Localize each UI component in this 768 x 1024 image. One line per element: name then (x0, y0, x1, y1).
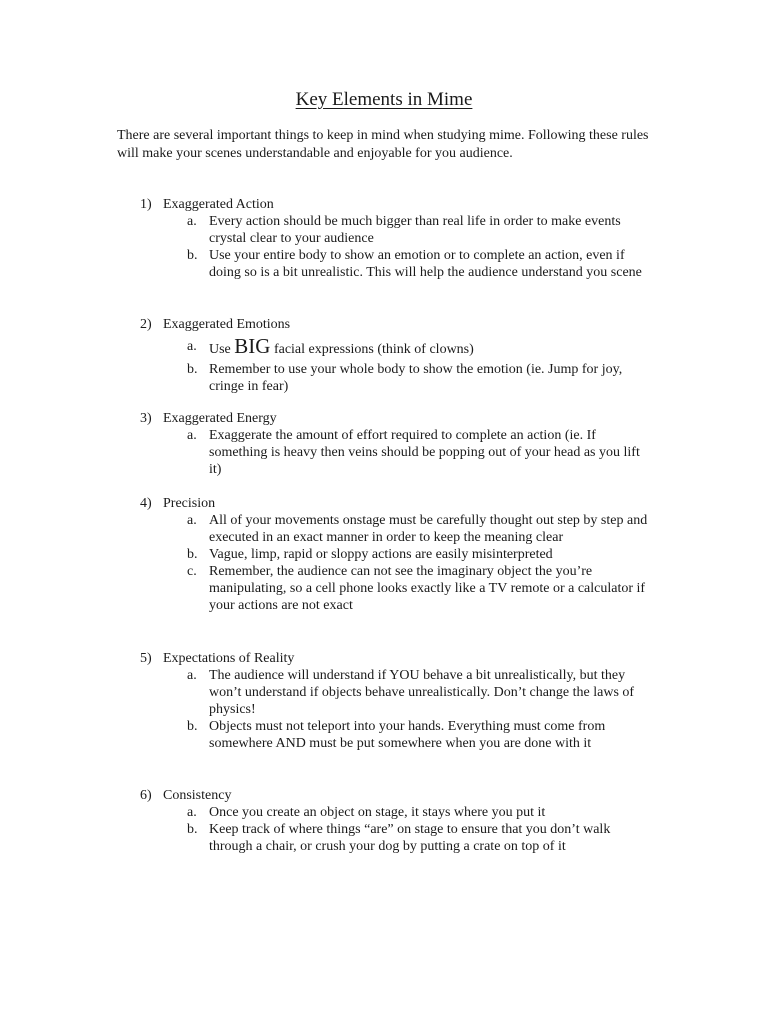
section-heading-text: Precision (163, 496, 216, 511)
intro-paragraph: There are several important things to keep in mind when studying mime. Following these rules will make your scenes understandable and enjoyable for you audience. (117, 128, 649, 161)
section-heading (117, 410, 677, 427)
item-text: Remember to use your whole body to show the emotion (ie. Jump for joy, cringe in fear) (209, 362, 623, 394)
list-item (117, 512, 655, 546)
item-letter: a. (187, 513, 197, 528)
section-expectations-of-reality (117, 650, 677, 752)
item-letter: a. (187, 214, 197, 229)
item-text: Exaggerate the amount of effort required to complete an action (ie. If something is heavy then veins should be popping out of your head as you lift it) (209, 428, 640, 477)
item-text-post: facial expressions (think of clowns) (270, 342, 474, 357)
list-item (117, 213, 655, 247)
section-heading (117, 316, 677, 333)
list-item (117, 804, 655, 821)
section-heading-text: Expectations of Reality (163, 651, 295, 666)
item-text: Vague, limp, rapid or sloppy actions are easily misinterpreted (209, 547, 553, 562)
section-heading-text: Exaggerated Action (163, 197, 274, 212)
item-text: Objects must not teleport into your hands. Everything must come from somewhere AND must be put somewhere when you are done with it (209, 719, 606, 751)
list-item (117, 334, 655, 358)
item-text: All of your movements onstage must be carefully thought out step by step and executed in an exact manner in order to keep the meaning clear (209, 513, 648, 545)
item-text: The audience will understand if YOU behave a bit unrealistically, but they won’t understand if objects behave unrealistically. Don’t change the laws of physics! (209, 668, 635, 717)
item-letter: a. (187, 668, 197, 683)
section-heading (117, 495, 677, 512)
item-letter: b. (187, 822, 198, 837)
section-heading-text: Exaggerated Energy (163, 411, 277, 426)
item-letter: b. (187, 248, 198, 263)
page-title: Key Elements in Mime (295, 89, 473, 110)
item-letter: a. (187, 428, 197, 443)
list-item (117, 546, 655, 563)
section-heading (117, 787, 677, 804)
section-heading-text: Exaggerated Emotions (163, 317, 291, 332)
section-exaggerated-action (117, 196, 677, 281)
item-letter: b. (187, 547, 198, 562)
item-letter: b. (187, 362, 198, 377)
item-letter: a. (187, 339, 197, 354)
item-text: Remember, the audience can not see the imaginary object the you’re manipulating, so a cell phone looks exactly like a TV remote or a calculator if your actions are not exact (209, 564, 646, 613)
section-number: 6) (140, 788, 152, 803)
item-text: Once you create an object on stage, it stays where you put it (209, 805, 546, 820)
item-text-big: BIG (234, 334, 271, 358)
section-exaggerated-emotions (117, 316, 677, 395)
item-text: Use your entire body to show an emotion or to complete an action, even if doing so is a bit unrealistic. This will help the audience understand you scene (209, 248, 642, 280)
section-number: 1) (140, 197, 152, 212)
list-item (117, 247, 655, 281)
section-exaggerated-energy (117, 410, 677, 478)
item-text: Every action should be much bigger than real life in order to make events crystal clear to your audience (209, 214, 621, 246)
section-heading (117, 196, 677, 213)
section-heading (117, 650, 677, 667)
section-number: 5) (140, 651, 152, 666)
list-item (117, 361, 655, 395)
list-item (117, 563, 655, 614)
section-precision (117, 495, 677, 614)
list-item (117, 718, 655, 752)
item-letter: b. (187, 719, 198, 734)
list-item (117, 427, 655, 478)
list-item (117, 667, 655, 718)
item-letter: a. (187, 805, 197, 820)
item-letter: c. (187, 564, 197, 579)
section-number: 4) (140, 496, 152, 511)
item-text-pre: Use (209, 342, 235, 357)
section-consistency (117, 787, 677, 855)
list-item (117, 821, 655, 855)
section-number: 3) (140, 411, 152, 426)
section-heading-text: Consistency (163, 788, 232, 803)
item-text: Keep track of where things “are” on stage to ensure that you don’t walk through a chair, or crush your dog by putting a crate on top of it (209, 822, 611, 854)
section-number: 2) (140, 317, 152, 332)
